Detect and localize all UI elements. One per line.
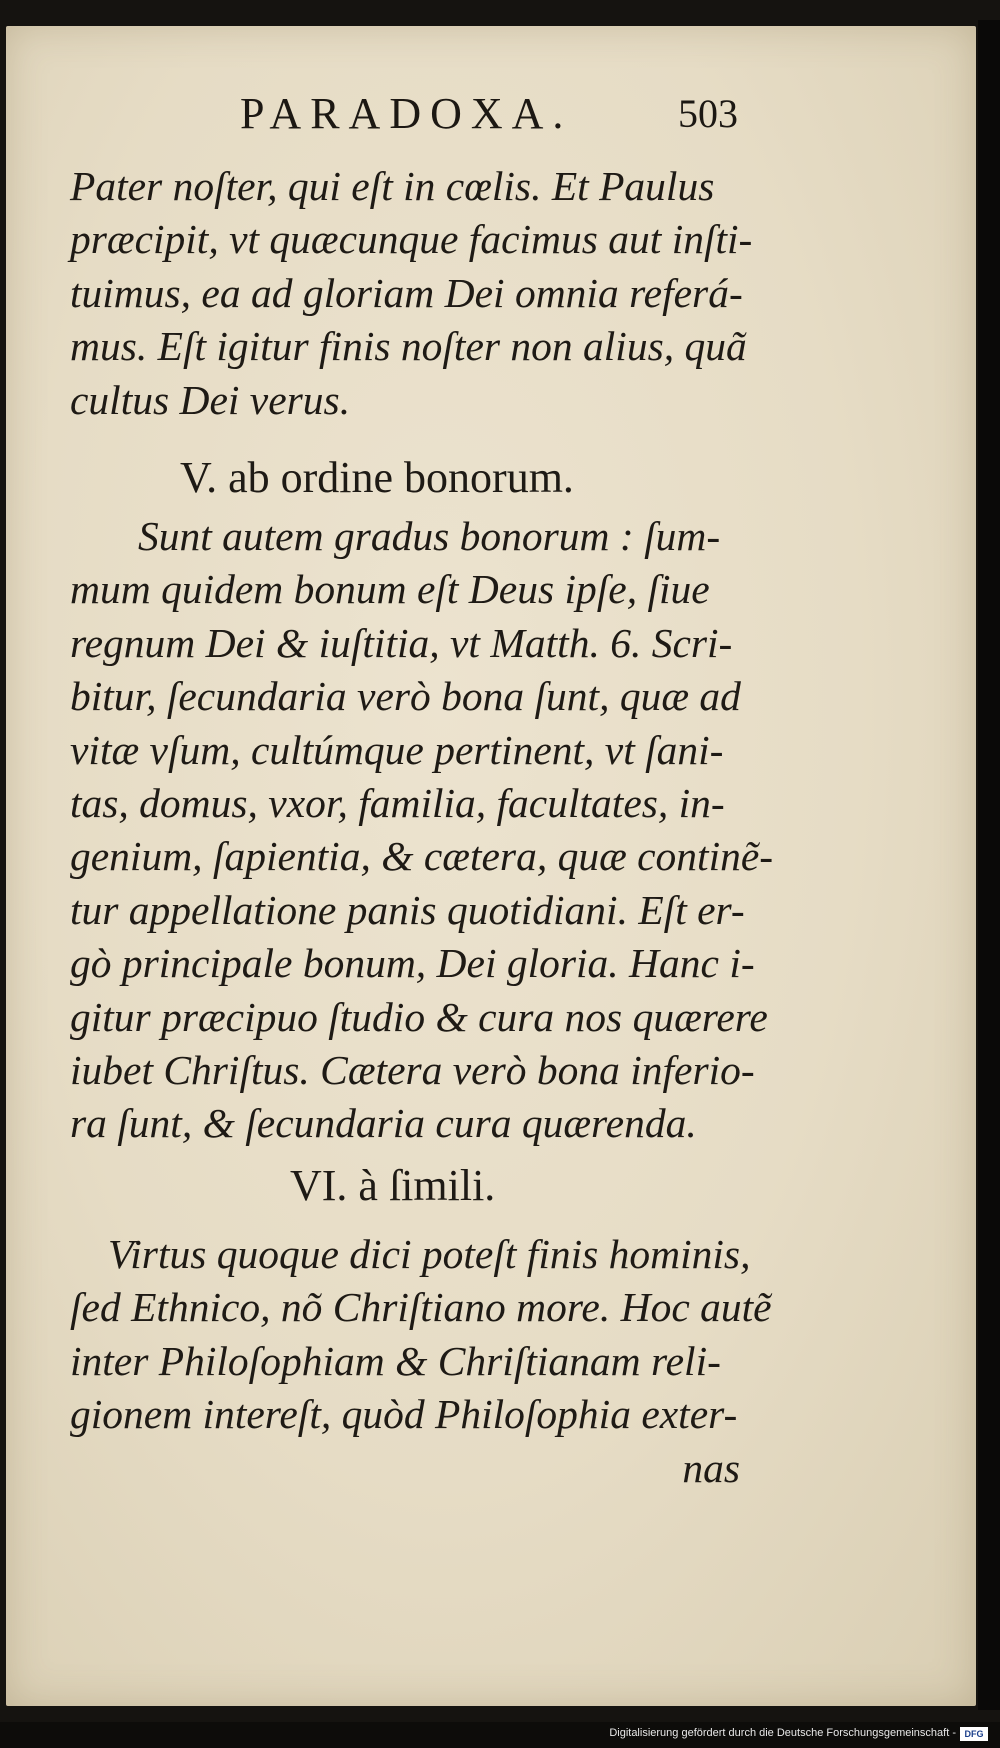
text-line: gitur præcipuo ſtudio & cura nos quærere — [70, 993, 768, 1040]
text-line: cultus Dei verus. — [70, 376, 351, 423]
text-line: tur appellatione panis quotidiani. Eſt er- — [70, 886, 745, 933]
text-line: mus. Eſt igitur finis noſter non alius, quã — [70, 323, 747, 370]
dfg-logo: DFG — [960, 1727, 988, 1741]
text-line: regnum Dei & iuſtitia, vt Matth. 6. Scri- — [70, 619, 733, 666]
text-line: ra ſunt, & ſecundaria cura quærenda. — [70, 1100, 697, 1147]
paragraph-3 — [70, 1228, 772, 1495]
section-heading-vi: VI. à ſimili. — [290, 1161, 496, 1210]
paragraph-2 — [70, 510, 774, 1151]
text-line: iubet Chriſtus. Cætera verò bona inferio- — [70, 1046, 755, 1093]
text-line: gò principale bonum, Dei gloria. Hanc i- — [70, 940, 755, 987]
text-line: mum quidem bonum eſt Deus ipſe, ſiue — [70, 566, 710, 613]
running-head — [0, 88, 1000, 148]
text-line: bitur, ſecundaria verò bona ſunt, quæ ad — [70, 673, 741, 720]
text-line: Virtus quoque dici poteſt finis hominis, — [108, 1231, 751, 1277]
footer-credit: Digitalisierung gefördert durch die Deutsche Forschungsgemeinschaft - — [609, 1727, 956, 1739]
text-line: gionem intereſt, quòd Philoſophia exter- — [70, 1391, 738, 1438]
text-line: vitæ vſum, cultúmque pertinent, vt ſani- — [70, 726, 724, 773]
scan-edge — [978, 20, 1000, 1710]
catchword: nas — [682, 1444, 740, 1491]
text-line: præcipit, vt quæcunque facimus aut inſti- — [70, 216, 753, 263]
section-heading-v: V. ab ordine bonorum. — [180, 453, 574, 502]
text-line: genium, ſapientia, & cætera, quæ continẽ- — [70, 833, 774, 880]
page-number: 503 — [678, 91, 738, 136]
text-line: Pater noſter, qui eſt in cœlis. Et Paulus — [70, 163, 715, 209]
text-line: Sunt autem gradus bonorum : ſum- — [138, 513, 721, 559]
running-head-title: PARADOXA. — [240, 89, 573, 138]
paragraph-1 — [70, 160, 753, 427]
text-line: tuimus, ea ad gloriam Dei omnia referá- — [70, 269, 743, 316]
text-line: ſed Ethnico, nõ Chriſtiano more. Hoc autẽ — [70, 1284, 772, 1331]
text-line: tas, domus, vxor, familia, facultates, in- — [70, 779, 725, 826]
footer-bar — [0, 1722, 1000, 1748]
text-line: inter Philoſophiam & Chriſtianam reli- — [70, 1337, 721, 1384]
